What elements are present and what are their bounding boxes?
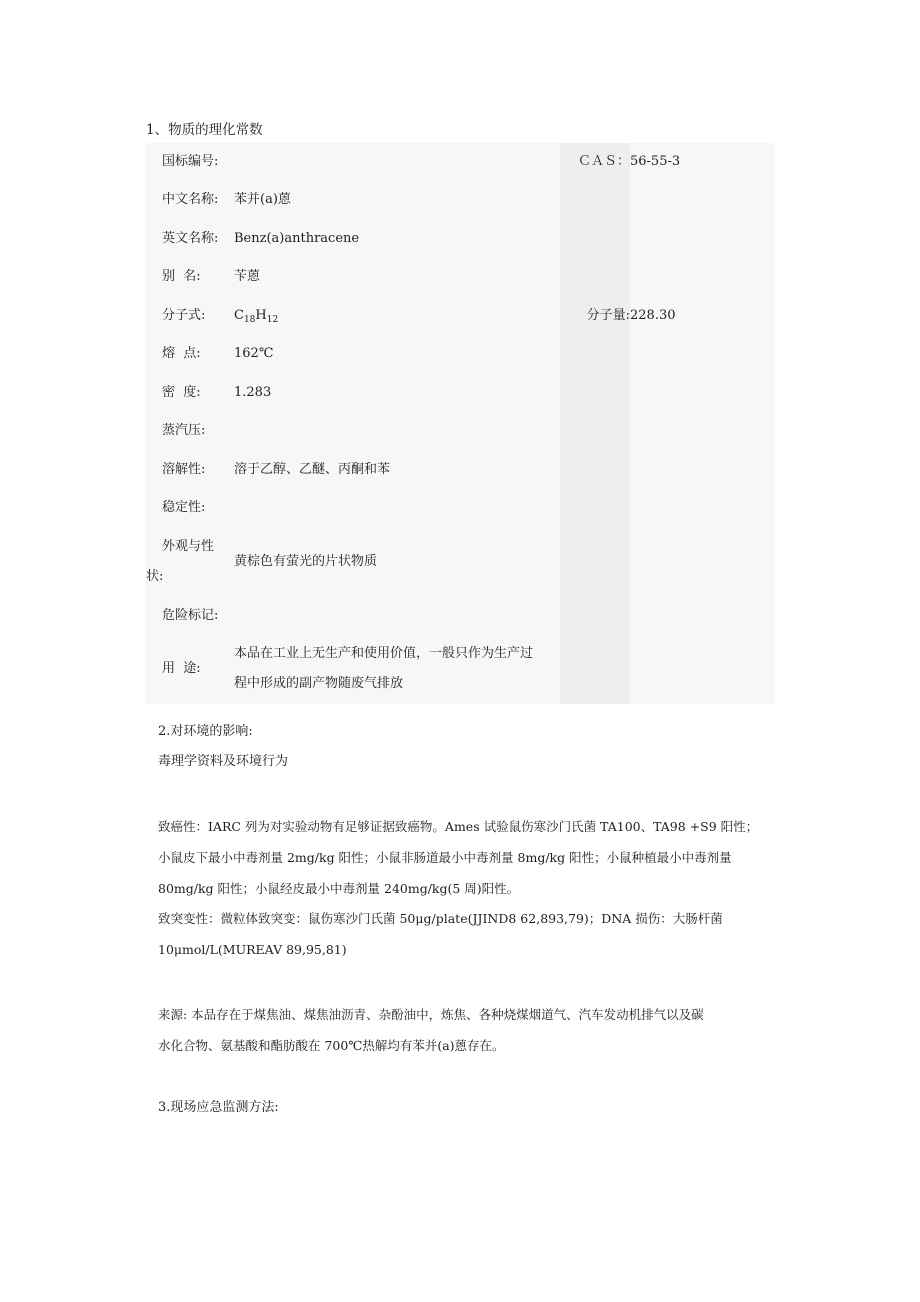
table-row [146, 489, 774, 527]
right-value-empty [630, 219, 774, 258]
row-value: Benz(a)anthracene [234, 230, 360, 246]
subheading-toxicology: 毒理学资料及环境行为 [158, 754, 289, 769]
source-line1: 来源: 本品存在于煤焦油、煤焦油沥青、杂酚油中，炼焦、各种烧煤烟道气、汽车发动机排气以及碳 [158, 1007, 704, 1022]
row-label: 英文名称: [162, 230, 219, 246]
row-value-line1: 本品在工业上无生产和使用价值，一般只作为生产过 [234, 646, 534, 661]
table-row [146, 634, 774, 704]
row-value [234, 143, 560, 181]
right-label-empty [560, 181, 630, 219]
row-value: 黄棕色有萤光的片状物质 [234, 554, 378, 569]
right-value-empty [630, 489, 774, 527]
row-value-multiline [234, 634, 560, 704]
cas-label: ＣＡＳ： [560, 143, 630, 181]
row-value: 1.283 [234, 384, 272, 400]
table-row [146, 597, 774, 634]
right-label-empty [560, 634, 630, 704]
table-row [146, 412, 774, 450]
formula-element-c: C [234, 307, 244, 323]
row-value: 溶于乙醇、乙醚、丙酮和苯 [234, 461, 391, 477]
right-value-empty [630, 450, 774, 489]
right-label-empty [560, 335, 630, 373]
row-label: 蒸汽压: [162, 423, 206, 438]
mutagenicity-line2: 10μmol/L(MUREAV 89,95,81) [158, 942, 347, 957]
row-label: 中文名称: [162, 192, 219, 207]
table-row [146, 450, 774, 489]
row-label: 稳定性: [162, 500, 206, 515]
table-row [146, 258, 774, 296]
right-value-empty [630, 527, 774, 597]
row-label: 别 名: [162, 269, 201, 284]
right-label-empty [560, 412, 630, 450]
row-label: 密 度: [162, 384, 201, 400]
right-value-empty [630, 597, 774, 634]
table-row [146, 335, 774, 373]
table-row [146, 527, 774, 597]
source-line2: 水化合物、氨基酸和酯肪酸在 700℃热解均有苯并(a)蒽存在。 [158, 1038, 505, 1053]
carcinogenicity-line1: 致癌性：IARC 列为对实验动物有足够证据致癌物。Ames 试验鼠伤寒沙门氏菌 TA100、TA98 +S9 阳性； [158, 819, 759, 834]
right-value-empty [630, 258, 774, 296]
section-title-environment: 2.对环境的影响: [158, 724, 253, 739]
row-value: 苄蒽 [234, 269, 261, 284]
row-label: 国标编号: [162, 154, 219, 169]
row-label: 分子式: [162, 307, 206, 323]
row-label-line1: 外观与性 [162, 539, 215, 554]
table-row [146, 181, 774, 219]
row-label: 溶解性: [162, 461, 206, 477]
row-value [234, 489, 560, 527]
row-value-line2: 程中形成的副产物随废气排放 [234, 676, 404, 691]
right-label-empty [560, 489, 630, 527]
carcinogenicity-paragraph [158, 811, 768, 904]
table-row [146, 219, 774, 258]
right-label-empty [560, 450, 630, 489]
row-value: 162℃ [234, 346, 274, 361]
right-value-empty [630, 373, 774, 412]
row-label-line2: 状: [146, 569, 164, 584]
mutagenicity-line1: 致突变性：微粒体致突变：鼠伤寒沙门氏菌 50μg/plate(JJIND8 62,893,79)；DNA 损伤：大肠杆菌 [158, 911, 723, 926]
formula-sub-c: 18 [243, 314, 256, 325]
properties-table [146, 143, 774, 704]
formula-sub-h: 12 [266, 314, 279, 325]
carcinogenicity-line2: 小鼠皮下最小中毒剂量 2mg/kg 阳性；小鼠非肠道最小中毒剂量 8mg/kg 阳性；小鼠种植最小中毒剂量 [158, 850, 732, 865]
right-value-empty [630, 634, 774, 704]
formula-value [234, 296, 560, 335]
right-value-empty [630, 335, 774, 373]
right-label-empty [560, 258, 630, 296]
molecular-weight-value: 228.30 [630, 307, 676, 323]
section-title-physicochemical: 1、物质的理化常数 [146, 122, 263, 138]
right-label-empty [560, 527, 630, 597]
table-row [146, 373, 774, 412]
mutagenicity-paragraph [158, 903, 768, 965]
section-title-monitoring: 3.现场应急监测方法: [158, 1100, 279, 1115]
cas-value: 56-55-3 [630, 154, 681, 169]
row-value [234, 412, 560, 450]
formula-element-h: H [255, 307, 267, 323]
molecular-weight-label: 分子量: [560, 296, 630, 335]
row-value: 苯并(a)蒽 [234, 192, 291, 207]
right-label-empty [560, 219, 630, 258]
row-label: 危险标记: [162, 607, 219, 623]
right-value-empty [630, 181, 774, 219]
right-label-empty [560, 597, 630, 634]
row-label: 用 途: [162, 661, 201, 676]
right-label-empty [560, 373, 630, 412]
row-label: 熔 点: [162, 346, 201, 361]
table-row [146, 143, 774, 181]
right-value-empty [630, 412, 774, 450]
source-paragraph [158, 999, 768, 1061]
carcinogenicity-line3: 80mg/kg 阳性；小鼠经皮最小中毒剂量 240mg/kg(5 周)阳性。 [158, 881, 520, 896]
table-row [146, 296, 774, 335]
row-value [234, 597, 560, 634]
